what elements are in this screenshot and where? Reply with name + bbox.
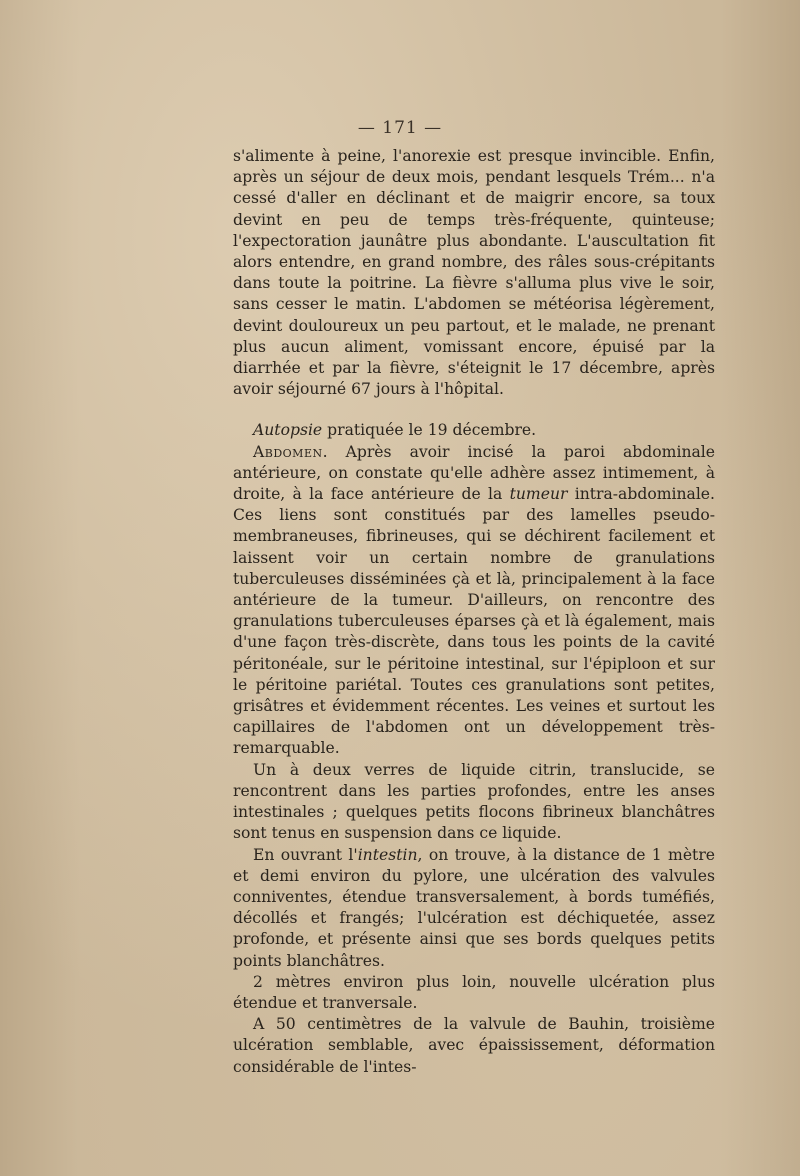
- paragraph-third-ulcer: [233, 1014, 715, 1078]
- paragraph-text: En ouvrant l': [253, 845, 358, 864]
- paragraph-text: s'alimente à peine, l'anorexie est presque invincible. Enfin, après un séjour de deux mois, pendant lesquels Trém... n'a cessé d'aller en déclinant et de maigrir encore, sa toux devint en peu de temps très-fréquente, quinteuse; l'expectoration jaunâtre plus abondante. L'auscultation fit alors entendre, en grand nombre, des râles sous-crépitants dans toute la poitrine. La fièvre s'alluma plus vive le soir, sans cesser le matin. L'abdomen se météorisa légèrement, devint douloureux un peu partout, et le malade, ne prenant plus aucun aliment, vomissant encore, épuisé par la diarrhée et par la fièvre, s'éteignit le 17 décembre, après avoir séjourné 67 jours à l'hôpital.: [233, 147, 715, 399]
- paragraph-text: pratiquée le 19 décembre.: [322, 421, 537, 440]
- paragraph-text: . Après avoir incisé la paroi abdominale antérieure, on constate qu'elle adhère assez intimement, à droite, à la face antérieure de la: [233, 442, 715, 504]
- page-number: — 171 —: [357, 118, 443, 138]
- emphasis-word: tumeur: [509, 485, 568, 504]
- paragraph-intestine: [233, 845, 715, 972]
- paragraph-text: Un à deux verres de liquide citrin, translucide, se rencontrent dans les parties profondes, entre les anses intestinales ; quelques petits flocons fibrineux blanchâtres sont tenus en suspension dans ce liquide.: [233, 760, 715, 843]
- paragraph-liquid: [233, 760, 715, 845]
- paragraph-clinical-course: [233, 146, 715, 400]
- paragraph-text: , on trouve, à la distance de 1 mètre et demi environ du pylore, une ulcération des valvules conniventes, étendue transversalement, à bords tuméfiés, décollés et frangés; l'ulcération est déchiquetée, assez profonde, et présente ainsi que ses bords quelques petits points blanchâtres.: [233, 845, 715, 970]
- emphasis-word: intestin: [357, 845, 418, 864]
- paragraph-abdomen: [233, 442, 715, 760]
- autopsy-label: Autopsie: [253, 421, 323, 440]
- body-text: [233, 146, 715, 1078]
- abdomen-label: Abdomen: [253, 442, 323, 461]
- paragraph-text: intra-abdominale. Ces liens sont constitués par des lamelles pseudo-membraneuses, fibrineuses, qui se déchirent facilement et laissent voir un certain nombre de granulations tuberculeuses disséminées çà et là, principalement à la face antérieure de la tumeur. D'ailleurs, on rencontre des granulations tuberculeuses éparses çà et là également, mais d'une façon très-discrète, dans tous les points de la cavité péritonéale, sur le péritoine intestinal, sur l'épiploon et sur le péritoine pariétal. Toutes ces granulations sont petites, grisâtres et évidemment récentes. Les veines et surtout les capillaires de l'abdomen ont un développement très-remarquable.: [233, 485, 715, 758]
- paragraph-text: A 50 centimètres de la valvule de Bauhin, troisième ulcération semblable, avec épaississement, déformation considérable de l'intes-: [233, 1015, 715, 1076]
- paragraph-text: 2 mètres environ plus loin, nouvelle ulcération plus étendue et tranversale.: [233, 972, 715, 1012]
- paragraph-second-ulcer: [233, 972, 715, 1014]
- paragraph-autopsy-heading: [233, 420, 715, 441]
